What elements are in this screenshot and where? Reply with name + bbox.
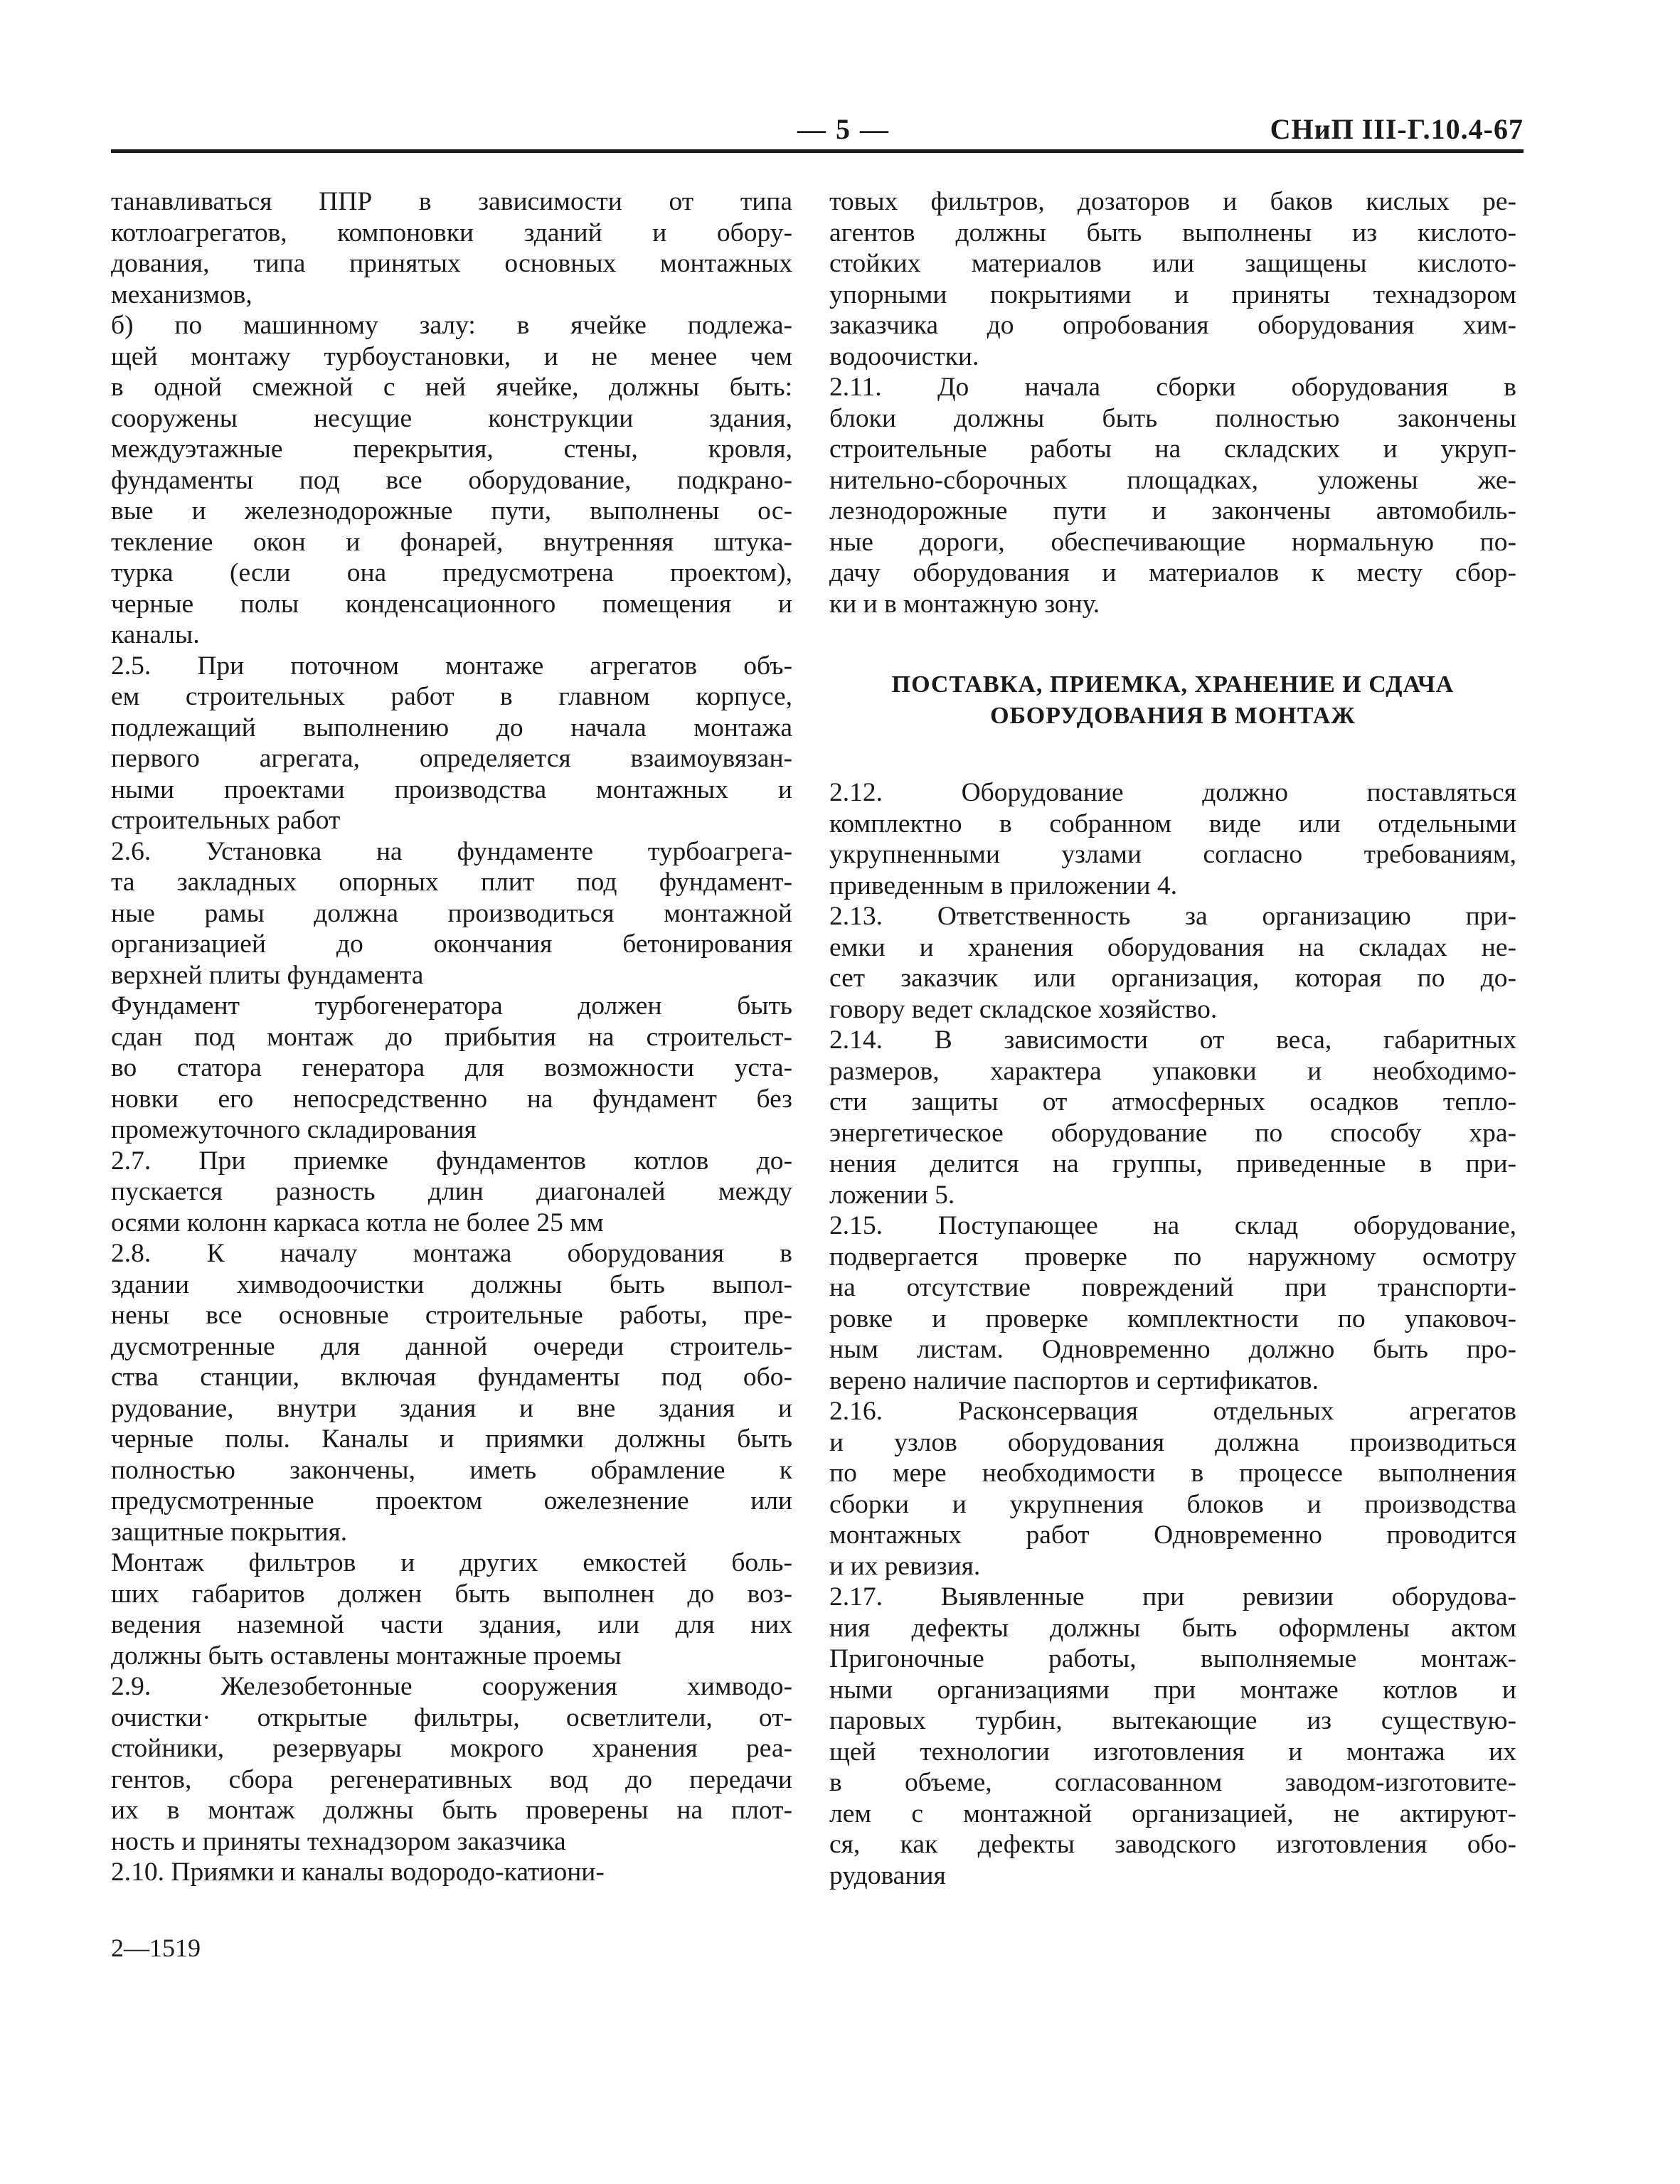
section-heading-line-2: ОБОРУДОВАНИЯ В МОНТАЖ: [990, 703, 1356, 729]
text-line: 2.12. Оборудование должно поставляться: [829, 778, 1516, 807]
text-line: 2.8. К началу монтажа оборудования в: [111, 1239, 792, 1268]
text-line: пускается разность длин диагоналей между: [111, 1177, 792, 1206]
text-line: текление окон и фонарей, внутренняя штука-: [111, 527, 792, 557]
text-line: монтажных работ Одновременно проводится: [829, 1520, 1516, 1550]
text-line: строительные работы на складских и укруп-: [829, 435, 1516, 464]
text-line: 2.11. До начала сборки оборудования в: [829, 373, 1516, 402]
text-line: черные полы конденсационного помещения и: [111, 589, 792, 619]
text-line: ших габаритов должен быть выполнен до воз-: [111, 1579, 792, 1609]
text-line: в одной смежной с ней ячейке, должны быть:: [111, 373, 792, 402]
text-line: приведенным в приложении 4.: [829, 870, 1177, 900]
text-line: агентов должны быть выполнены из кислото-: [829, 218, 1516, 247]
text-line: нения делится на группы, приведенные в при-: [829, 1149, 1516, 1178]
page-number: — 5 —: [797, 113, 890, 145]
text-line: водоочистки.: [829, 341, 979, 371]
text-line: верхней плиты фундамента: [111, 960, 424, 990]
text-line: по мере необходимости в процессе выполнения: [829, 1459, 1516, 1488]
text-line: предусмотренные проектом ожелезнение или: [111, 1486, 792, 1516]
text-line: в объеме, согласованном заводом-изготовите-: [829, 1768, 1516, 1797]
text-line: ными проектами производства монтажных и: [111, 774, 792, 804]
text-line: гентов, сбора регенеративных вод до передачи: [111, 1764, 792, 1794]
text-line: 2.17. Выявленные при ревизии оборудова-: [829, 1582, 1516, 1612]
text-line: 2.16. Расконсервация отдельных агрегатов: [829, 1397, 1516, 1426]
text-line: верено наличие паспортов и сертификатов.: [829, 1365, 1319, 1395]
text-line: 2.15. Поступающее на склад оборудование,: [829, 1211, 1516, 1240]
text-line: сдан под монтаж до прибытия на строительст-: [111, 1022, 792, 1052]
text-line: размеров, характера упаковки и необходимо-: [829, 1056, 1516, 1086]
text-line: говору ведет складское хозяйство.: [829, 994, 1218, 1024]
text-line: танавливаться ППР в зависимости от типа: [111, 187, 792, 216]
text-line: 2.13. Ответственность за организацию при-: [829, 902, 1516, 931]
text-line: ведения наземной части здания, или для них: [111, 1610, 792, 1639]
text-line: ния дефекты должны быть оформлены актом: [829, 1613, 1516, 1643]
text-line: дусмотренные для данной очереди строитель-: [111, 1331, 792, 1361]
left-column: [111, 186, 792, 1888]
text-line: сет заказчик или организация, которая по до-: [829, 964, 1516, 993]
section-heading-line-1: ПОСТАВКА, ПРИЕМКА, ХРАНЕНИЕ И СДАЧА: [891, 671, 1455, 698]
right-column-bottom-text: [829, 777, 1516, 1891]
text-line: во статора генератора для возможности уста-: [111, 1053, 792, 1082]
text-line: на отсутствие повреждений при транспорти-: [829, 1273, 1516, 1302]
text-line: паровых турбин, вытекающие из существую-: [829, 1706, 1516, 1735]
text-line: вые и железнодорожные пути, выполнены ос-: [111, 496, 792, 526]
text-line: рудование, внутри здания и вне здания и: [111, 1393, 792, 1423]
text-line: ными организациями при монтаже котлов и: [829, 1675, 1516, 1705]
text-line: сти защиты от атмосферных осадков тепло-: [829, 1087, 1516, 1117]
text-line: очистки· открытые фильтры, осветлители, от-: [111, 1703, 792, 1732]
text-line: фундаменты под все оборудование, подкрано-: [111, 465, 792, 495]
text-line: междуэтажные перекрытия, стены, кровля,: [111, 435, 792, 464]
text-line: Фундамент турбогенератора должен быть: [111, 991, 792, 1021]
text-line: нены все основные строительные работы, пре-: [111, 1301, 792, 1330]
text-line: 2.14. В зависимости от веса, габаритных: [829, 1026, 1516, 1055]
text-line: строительных работ: [111, 806, 341, 835]
text-line: ность и приняты технадзором заказчика: [111, 1826, 566, 1856]
text-line: рудования: [829, 1860, 946, 1890]
document-code: СНиП III-Г.10.4-67: [1270, 113, 1524, 145]
text-line: 2.10. Приямки и каналы водородо-катиони-: [111, 1858, 605, 1887]
text-line: котлоагрегатов, компоновки зданий и обору-: [111, 218, 792, 247]
text-line: укрупненными узлами согласно требованиям,: [829, 840, 1516, 869]
text-line: подлежащий выполнению до начала монтажа: [111, 713, 792, 742]
right-column: [829, 186, 1516, 1891]
text-line: б) по машинному залу: в ячейке подлежа-: [111, 311, 792, 340]
text-line: комплектно в собранном виде или отдельными: [829, 809, 1516, 838]
text-line: должны быть оставлены монтажные проемы: [111, 1641, 622, 1671]
text-line: ные дороги, обеспечивающие нормальную по-: [829, 527, 1516, 557]
right-column-top-text: [829, 186, 1516, 619]
text-line: 2.5. При поточном монтаже агрегатов объ-: [111, 651, 792, 681]
text-line: нительно-сборочных площадках, уложены же-: [829, 465, 1516, 495]
text-line: блоки должны быть полностью закончены: [829, 403, 1516, 433]
text-line: лезнодорожные пути и закончены автомобиль-: [829, 496, 1516, 526]
text-line: емки и хранения оборудования на складах не-: [829, 932, 1516, 962]
text-line: каналы.: [111, 620, 200, 649]
text-line: и их ревизия.: [829, 1551, 981, 1581]
text-line: ем строительных работ в главном корпусе,: [111, 682, 792, 711]
text-line: лем с монтажной организацией, не актируют-: [829, 1799, 1516, 1828]
section-heading: [829, 669, 1516, 732]
text-line: и узлов оборудования должна производиться: [829, 1427, 1516, 1457]
text-line: здании химводоочистки должны быть выпол-: [111, 1269, 792, 1299]
text-line: Монтаж фильтров и других емкостей боль-: [111, 1548, 792, 1577]
text-line: сооружены несущие конструкции здания,: [111, 403, 792, 433]
text-line: заказчика до опробования оборудования хим-: [829, 311, 1516, 340]
text-line: стойники, резервуары мокрого хранения реа-: [111, 1734, 792, 1763]
text-line: та закладных опорных плит под фундамент-: [111, 868, 792, 897]
text-line: щей технологии изготовления и монтажа их: [829, 1737, 1516, 1767]
text-line: ным листам. Одновременно должно быть про-: [829, 1335, 1516, 1364]
text-line: дачу оборудования и материалов к месту сбор-: [829, 558, 1516, 587]
text-line: ся, как дефекты заводского изготовления обо-: [829, 1830, 1516, 1859]
text-line: первого агрегата, определяется взаимоувязан-: [111, 744, 792, 773]
text-line: турка (если она предусмотрена проектом),: [111, 558, 792, 587]
text-line: защитные покрытия.: [111, 1517, 348, 1547]
text-line: подвергается проверке по наружному осмотру: [829, 1242, 1516, 1272]
text-line: товых фильтров, дозаторов и баков кислых ре-: [829, 187, 1516, 216]
text-line: энергетическое оборудование по способу хра-: [829, 1118, 1516, 1148]
text-line: черные полы. Каналы и приямки должны быть: [111, 1424, 792, 1454]
text-line: механизмов,: [111, 279, 252, 309]
text-line: щей монтажу турбоустановки, и не менее чем: [111, 341, 792, 371]
text-line: полностью закончены, иметь обрамление к: [111, 1455, 792, 1485]
text-line: осями колонн каркаса котла не более 25 мм: [111, 1208, 604, 1237]
text-line: ложении 5.: [829, 1180, 955, 1210]
text-line: стойких материалов или защищены кислото-: [829, 249, 1516, 278]
text-line: дования, типа принятых основных монтажных: [111, 249, 792, 278]
text-line: 2.6. Установка на фундаменте турбоагрега-: [111, 836, 792, 866]
header-rule: [111, 149, 1524, 153]
text-line: сборки и укрупнения блоков и производства: [829, 1489, 1516, 1519]
signature-mark: 2—1519: [111, 1934, 201, 1962]
text-line: Пригоночные работы, выполняемые монтаж-: [829, 1644, 1516, 1673]
text-line: 2.7. При приемке фундаментов котлов до-: [111, 1146, 792, 1176]
text-line: промежуточного складирования: [111, 1115, 477, 1144]
text-line: их в монтаж должны быть проверены на плот-: [111, 1796, 792, 1825]
text-line: ки и в монтажную зону.: [829, 589, 1100, 619]
text-line: ства станции, включая фундаменты под обо-: [111, 1363, 792, 1392]
text-line: ные рамы должна производиться монтажной: [111, 898, 792, 928]
text-line: упорными покрытиями и приняты технадзором: [829, 279, 1516, 309]
text-line: ровке и проверке комплектности по упаковоч-: [829, 1304, 1516, 1333]
text-line: организацией до окончания бетонирования: [111, 929, 792, 959]
text-line: 2.9. Железобетонные сооружения химводо-: [111, 1672, 792, 1701]
text-line: новки его непосредственно на фундамент без: [111, 1084, 792, 1114]
